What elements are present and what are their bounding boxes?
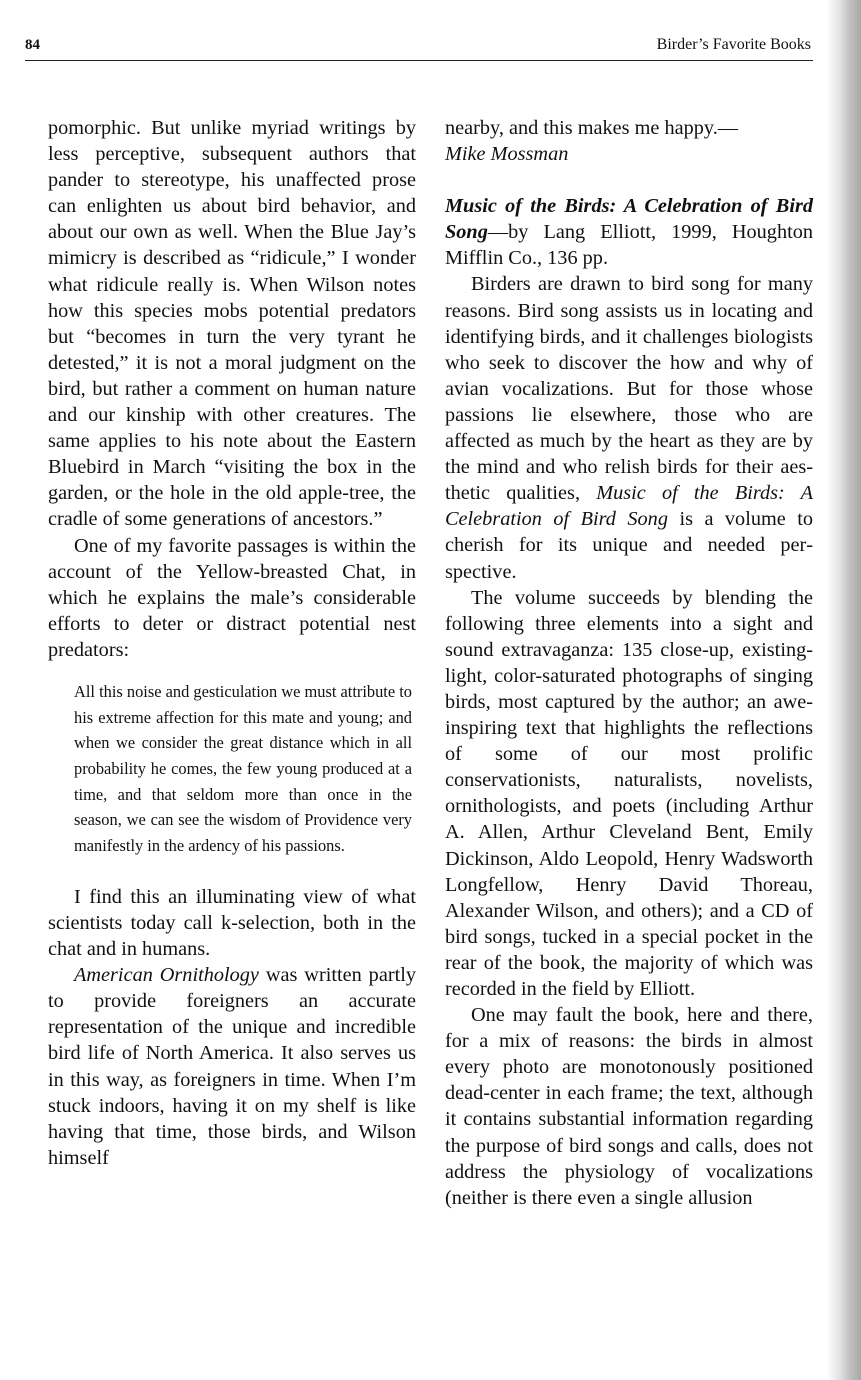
paragraph: I find this an illuminating view of what scientists today call k-selection, both in the chat and in humans. [48, 885, 416, 961]
left-column [48, 115, 416, 1171]
paragraph [445, 115, 813, 167]
book-title: Music of the Birds: A Celebration of Bird Song [445, 482, 814, 531]
review-book-title: Music of the Birds: A Celebration of Bird Song [445, 195, 813, 244]
paragraph-text: was written partly to provide foreigners an accurate representation of the unique and incredible bird life of North America. It also serves us in this way, as foreigners in time. When I’m stuck indoors, having it on my shelf is like having that time, those birds, and Wilson himself [48, 964, 416, 1169]
header-rule [25, 60, 813, 61]
running-title: Birder’s Favorite Books [656, 36, 811, 53]
reviewer-signature: Mike Mossman [445, 143, 569, 166]
paragraph [48, 962, 416, 1171]
paragraph-text: nearby, and this makes me happy.— [445, 117, 739, 139]
review-heading [445, 193, 813, 271]
paragraph [445, 271, 813, 584]
paragraph-text: is a volume to cherish for its unique and needed perspective. [445, 508, 814, 583]
page-number: 84 [25, 37, 40, 53]
review-citation: —by Lang Elliott, 1999, Houghton Mifflin Co., 136 pp. [445, 221, 813, 270]
block-quote: All this noise and gesticulation we must attribute to his extreme affection for this mate and young; and when we consider the great distance which in all probability he comes, the few young produced at a time, and that seldom more than once in the season, we can see the wisdom of Providence very manifestly in the ardency of his passions. [74, 681, 412, 856]
right-column [445, 115, 813, 1211]
page-edge-shadow [827, 0, 861, 1380]
running-header [25, 36, 811, 54]
book-title: American Ornithology [74, 964, 259, 987]
paragraph-text: Birders are drawn to bird song for many reasons. Bird song assists us in locating and identifying birds, and it challenges biologists who seek to discover the how and why of avian vocalizations. But for those whose passions lie elsewhere, those who are affected as much by the heart as they are by the mind and who relish birds for their aesthetic qualities, [445, 273, 813, 505]
paragraph: pomorphic. But unlike myriad writings by less perceptive, subsequent authors that pander to stereotype, his unaffected prose can enlighten us about bird behavior, and about our own as well. When the Blue Jay’s mimicry is described as “ridicule,” I wonder what ridicule really is. When Wilson notes how this species mobs potential predators but “becomes in turn the very tyrant he detested,” it is not a moral judgment on the bird, but rather a comment on human nature and our kinship with other creatures. The same applies to his note about the Eastern Bluebird in March “visiting the box in the garden, or the hole in the old apple-tree, the cradle of some generations of ancestors.” [48, 117, 416, 531]
paragraph: The volume succeeds by blending the following three elements into a sight and sound extravaganza: 135 close-up, existing-light, color-saturated photographs of singing birds, most captured by the author; an awe-inspiring text that highlights the reflections of some of our most prolific conservationists, naturalists, novelists, ornithologists, and poets (including Arthur A. Allen, Arthur Cleveland Bent, Emily Dickinson, Aldo Leopold, Henry Wadsworth Longfellow, Henry David Thoreau, Alexander Wilson, and others); and a CD of bird songs, tucked in a special pocket in the rear of the book, the majority of which was recorded in the field by Elliott. [445, 586, 813, 1000]
paragraph: One of my favorite passages is within the account of the Yellow-breasted Chat, in which he explains the male’s considerable efforts to deter or distract potential nest predators: [48, 534, 416, 661]
paragraph: One may fault the book, here and there, for a mix of reasons: the birds in almost every photo are monotonously positioned dead-center in each frame; the text, although it contains substantial information regarding the purpose of bird songs and calls, does not address the physiology of vocalizations (neither is there even a single allusion [445, 1004, 813, 1209]
